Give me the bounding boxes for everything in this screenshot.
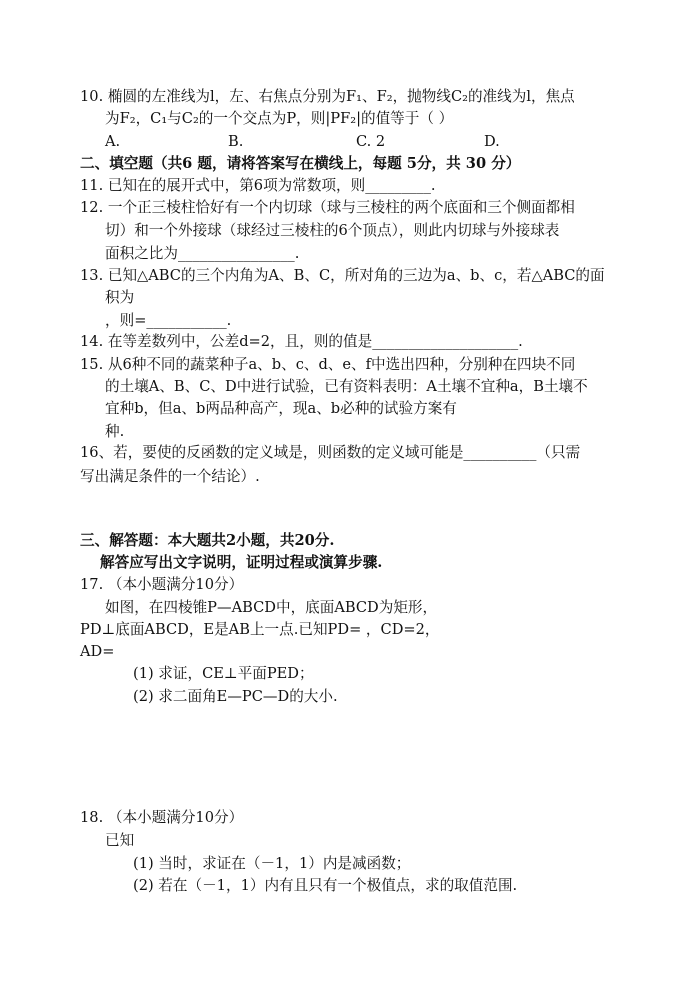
q13-line-2: 积为 xyxy=(105,289,135,306)
q13-line-3: ，则=___________. xyxy=(105,312,232,329)
q15-line-1: 15. 从6种不同的蔬菜种子a、b、c、d、e、f中选出四种，分别种在四块不同 xyxy=(80,356,576,373)
q12-line-1: 12. 一个正三棱柱恰好有一个内切球（球与三棱柱的两个底面和三个侧面都相 xyxy=(80,199,575,216)
q18-line-1: 已知 xyxy=(105,832,135,849)
q18-part-1: (1) 当时，求证在（－1，1）内是减函数； xyxy=(133,855,411,872)
q17-part-1: (1) 求证，CE⊥平面PED； xyxy=(133,665,314,682)
q10-line-1: 10. 椭圆的左准线为l，左、右焦点分别为F₁、F₂，抛物线C₂的准线为l，焦点 xyxy=(80,88,575,105)
q12-line-3: 面积之比为________________. xyxy=(105,245,300,262)
q15-line-4: 种. xyxy=(105,423,125,440)
q17-line-3: AD= xyxy=(80,643,115,660)
q17-line-1: 如图，在四棱锥P—ABCD中，底面ABCD为矩形， xyxy=(105,599,438,616)
q10-line-2: 为F₂，C₁与C₂的一个交点为P，则|PF₂|的值等于（ ） xyxy=(105,110,454,127)
q17-title: 17. （本小题满分10分） xyxy=(80,576,244,593)
q16-line-1: 16、若，要使的反函数的定义域是，则函数的定义域可能是__________（只需 xyxy=(80,444,581,461)
q16-line-2: 写出满足条件的一个结论）. xyxy=(80,468,260,485)
q12-line-2: 切）和一个外接球（球经过三棱柱的6个顶点），则此内切球与外接球表 xyxy=(105,222,560,239)
q15-line-2: 的土壤A、B、C、D中进行试验，已有资料表明：A土壤不宜种a，B土壤不 xyxy=(105,378,588,395)
q18-part-2: (2) 若在（－1，1）内有且只有一个极值点，求的取值范围. xyxy=(133,877,518,894)
section-3-heading-2: 解答应写出文字说明，证明过程或演算步骤. xyxy=(100,554,383,571)
q10-option-d: D. xyxy=(484,133,500,150)
q15-line-3: 宜种b，但a、b两品种高产，现a、b必种的试验方案有 xyxy=(105,400,457,417)
q14-text: 14. 在等差数列中，公差d=2，且，则的值是____________________. xyxy=(80,333,523,350)
section-3-heading-1: 三、解答题：本大题共2小题，共20分. xyxy=(80,532,335,549)
q11-text: 11. 已知在的展开式中，第6项为常数项，则_________. xyxy=(80,177,436,194)
section-2-heading: 二、填空题（共6 题，请将答案写在横线上，每题 5分，共 30 分） xyxy=(80,155,521,172)
q13-line-1: 13. 已知△ABC的三个内角为A、B、C，所对角的三边为a、b、c，若△ABC的面 xyxy=(80,267,605,284)
q17-part-2: (2) 求二面角E—PC—D的大小. xyxy=(133,688,338,705)
q17-line-2: PD⊥底面ABCD，E是AB上一点.已知PD= ，CD=2， xyxy=(80,621,440,638)
q10-option-b: B. xyxy=(228,133,244,150)
q18-title: 18. （本小题满分10分） xyxy=(80,809,244,826)
q10-option-c: C. 2 xyxy=(356,133,386,150)
q10-option-a: A. xyxy=(105,133,121,150)
